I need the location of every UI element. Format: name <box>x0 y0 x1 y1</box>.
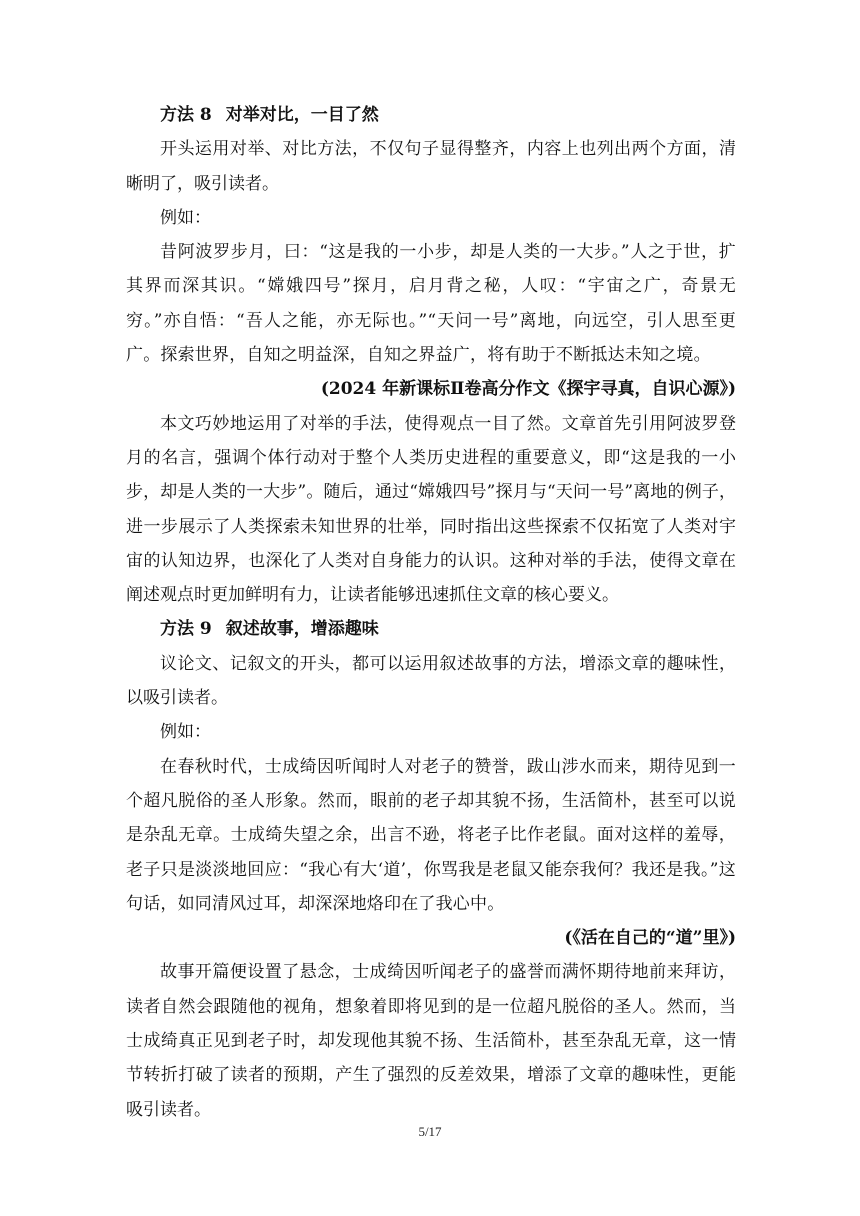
method-9-number: 方法 9 <box>160 619 212 640</box>
document-body <box>126 98 736 1127</box>
method-9-heading <box>126 612 736 646</box>
method-8-title: 对举对比，一目了然 <box>225 105 379 125</box>
method-8-heading <box>126 98 736 132</box>
method-9-intro: 议论文、记叙文的开头，都可以运用叙述故事的方法，增添文章的趣味性，以吸引读者。 <box>126 653 736 709</box>
method-8-analysis: 本文巧妙地运用了对举的手法，使得观点一目了然。文章首先引用阿波罗登月的名言，强调个体行动对于整个人类历史进程的重要意义，即“这是我的一小步，却是人类的一大步”。随后，通过“嫦娥四号”探月与“天问一号”离地的例子，进一步展示了人类探索未知世界的壮举，同时指出这些探索不仅拓宽了人类对宇宙的认知边界，也深化了人类对自身能力的认识。这种对举的手法，使得文章在阐述观点时更加鲜明有力，让读者能够迅速抓住文章的核心要义。 <box>126 413 736 606</box>
method-9-example-label: 例如： <box>160 722 211 743</box>
method-9-example-text: 在春秋时代，士成绮因听闻时人对老子的赞誉，跋山涉水而来，期待见到一个超凡脱俗的圣人形象。然而，眼前的老子却其貌不扬，生活简朴，甚至可以说是杂乱无章。士成绮失望之余，出言不逊，将老子比作老鼠。面对这样的羞辱，老子只是淡淡地回应：“我心有大‘道’，你骂我是老鼠又能奈我何？我还是我。”这句话，如同清风过耳，却深深地烙印在了我心中。 <box>126 756 736 914</box>
method-9-source: (《活在自己的“道”里》) <box>564 928 736 949</box>
method-8-number: 方法 8 <box>160 105 212 125</box>
method-8-example-label: 例如： <box>160 207 211 228</box>
method-8-example-text: 昔阿波罗步月，曰：“这是我的一小步，却是人类的一大步。”人之于世，扩其界而深其识。“嫦娥四号”探月，启月背之秘，人叹：“宇宙之广，奇景无穷。”亦自悟：“吾人之能，亦无际也。”“天问一号”离地，向远空，引人思至更广。探索世界，自知之明益深，自知之界益广，将有助于不断抵达未知之境。 <box>126 242 736 366</box>
method-8-intro: 开头运用对举、对比方法，不仅句子显得整齐，内容上也列出两个方面，清晰明了，吸引读者。 <box>126 139 736 194</box>
page-number: 5/17 <box>418 1124 442 1139</box>
method-8-source: (2024 年新课标Ⅱ卷高分作文《探宇寻真，自识心源》) <box>320 379 736 400</box>
method-9-title: 叙述故事，增添趣味 <box>225 619 379 640</box>
method-9-analysis: 故事开篇便设置了悬念，士成绮因听闻老子的盛誉而满怀期待地前来拜访，读者自然会跟随他的视角，想象着即将见到的是一位超凡脱俗的圣人。然而，当士成绮真正见到老子时，却发现他其貌不扬、生活简朴，甚至杂乱无章，这一情节转折打破了读者的预期，产生了强烈的反差效果，增添了文章的趣味性，更能吸引读者。 <box>126 962 736 1120</box>
